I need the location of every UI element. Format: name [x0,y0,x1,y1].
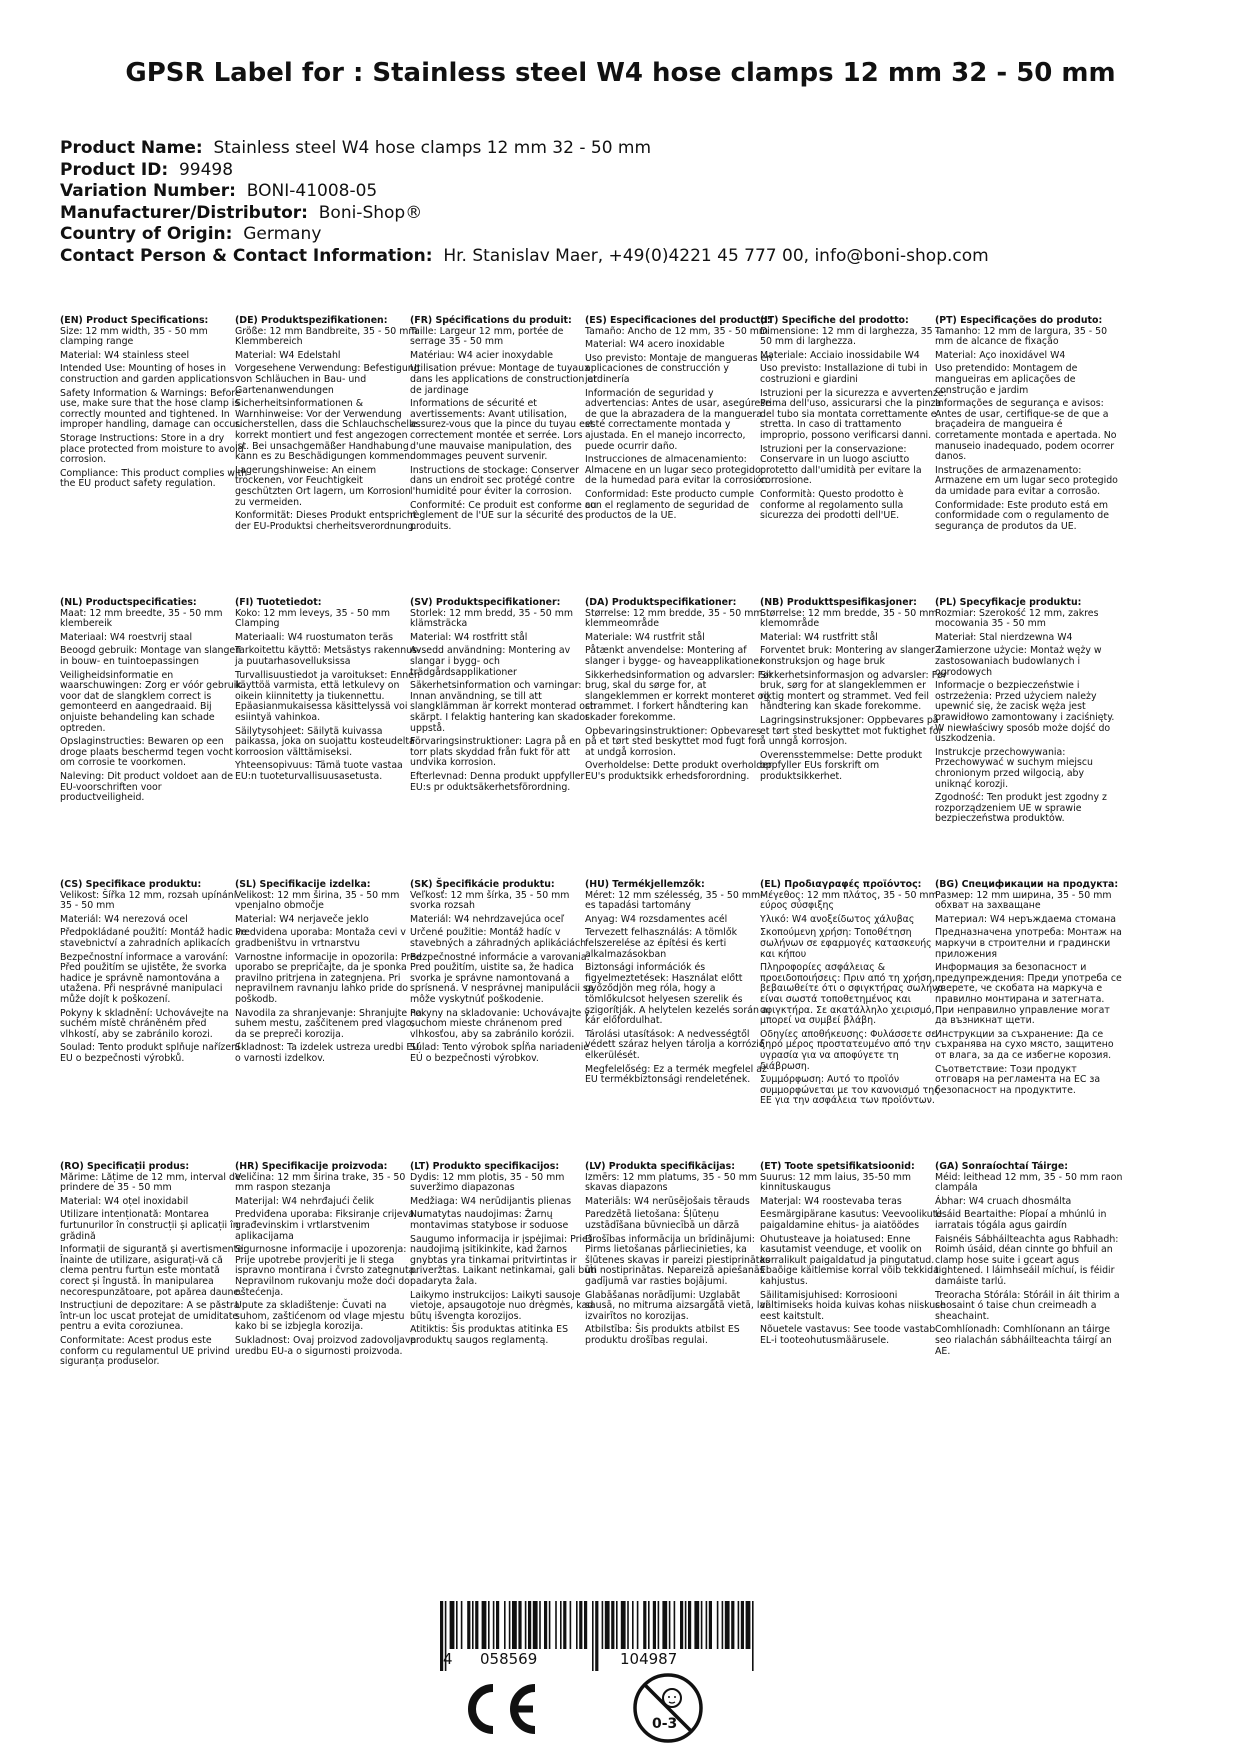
barcode-bar [725,1601,730,1649]
barcode-bar [544,1601,547,1649]
barcode-bar [738,1601,740,1649]
spec-paragraph: Efterlevnad: Denna produkt uppfyller EU:s pr oduktsäkerhetsförordning. [410,770,585,793]
spec-paragraph: Paredzētā lietošana: Šļūteņu uzstādīšana būvniecībā un dārzā [585,1209,740,1231]
spec-heading: (GA) Sonraíochtaí Táirge: [935,1161,1068,1172]
barcode-bar [611,1601,614,1649]
spec-block [235,880,423,1068]
spec-paragraph: Izmērs: 12 mm platums, 35 - 50 mm skavas diapazons [585,1171,757,1194]
spec-paragraph: Οδηγίες αποθήκευσης: Φυλάσσετε σε ξηρό μέρος προστατευμένο από την υγρασία για να αποφύγετε τη διάβρωση. [760,1028,937,1072]
spec-paragraph: Skladnost: Ta izdelek ustreza uredbi EU o varnosti izdelkov. [235,1042,420,1064]
spec-paragraph: Overensstemmelse: Dette produkt oppfyller EUs forskrift om produktsikkerhet. [760,749,923,782]
info-manufacturer: Manufacturer/Distributor: Boni-Shop® [60,202,423,223]
page-title: GPSR Label for : Stainless steel W4 hose clamps 12 mm 32 - 50 mm [125,58,1116,88]
spec-paragraph: Forventet bruk: Montering av slanger i konstruksjon og hage bruk [760,645,941,667]
spec-block [60,598,248,807]
spec-paragraph: Megfelelőség: Ez a termék megfelel az EU termékbiztonsági rendeletének. [585,1063,767,1086]
spec-paragraph: Instrukcje przechowywania: Przechowywać w suchym miejscu chronionym przed wilgocią, aby uniknąć korozji. [935,746,1093,790]
spec-paragraph: Materiaal: W4 roestvrij staal [60,631,193,643]
info-product-id: Product ID: 99498 [60,159,234,180]
spec-paragraph: Informações de segurança e avisos: Antes de usar, certifique-se de que a braçadeira de mangueira é corretamente montada e apertada. No manuseio inadequado, podem ocorrer danos. [935,398,1117,463]
spec-paragraph: Материал: W4 неръждаема стомана [935,913,1116,925]
spec-heading: (ES) Especificaciones del producto: [585,315,771,326]
spec-heading: (RO) Specificații produs: [60,1161,190,1172]
spec-paragraph: Utilisation prévue: Montage de tuyaux dans les applications de construction et de jardinage [410,363,597,396]
spec-paragraph: Sikkerhetsinformasjon og advarsler: Før bruk, sørg for at slangeklemmen er riktig montert og strammet. Ved feil håndtering kan skade forekomme. [760,669,947,713]
spec-heading: (SL) Specifikacije izdelka: [235,879,371,890]
spec-paragraph: Uso previsto: Montaje de mangueras en aplicaciones de construcción y jardinería [585,352,773,385]
spec-heading: (FR) Spécifications du produit: [410,315,572,326]
spec-block [935,598,1123,828]
spec-paragraph: Sikkerhedsinformation og advarsler: Før brug, skal du sørge for, at slangeklemmen er korrekt monteret og strammet. I forkert håndtering kan skader forekomme. [585,669,773,723]
spec-paragraph: Rozmiar: Szerokość 12 mm, zakres mocowania 35 - 50 mm [935,607,1099,630]
spec-heading: (HU) Termékjellemzők: [585,879,705,890]
spec-block [760,316,948,525]
barcode-bar [482,1601,487,1649]
barcode-bar [741,1601,744,1649]
spec-paragraph: Koko: 12 mm leveys, 35 - 50 mm Clamping [235,607,391,630]
spec-heading: (IT) Specifiche del prodotto: [760,315,909,326]
barcode-bar [637,1601,639,1649]
spec-paragraph: Faisnéis Sábháilteachta agus Rabhadh: Roimh úsáid, déan cinnte go bhfuil an clamp hose suite i gceart agus tightened. I láimhseáil míchuí, is féidir damáiste tarlú. [935,1233,1119,1287]
spec-paragraph: Materiál: W4 nehrdzavejúca oceľ [410,913,565,925]
barcode-bar [680,1601,683,1649]
spec-paragraph: Predviđena uporaba: Fiksiranje crijeva u građevinskim i vrtlarstvenim aplikacijama [235,1209,423,1242]
spec-paragraph: Anyag: W4 rozsdamentes acél [585,913,728,925]
spec-paragraph: Velikost: 12 mm širina, 35 - 50 mm vpenjalno območje [235,889,400,912]
barcode-bar [662,1601,667,1649]
spec-block [235,598,423,786]
barcode-bar [539,1601,541,1649]
info-variation-number: Variation Number: BONI-41008-05 [60,181,378,201]
barcode-bar [701,1601,703,1649]
spec-paragraph: Conformitate: Acest produs este conform cu regulamentul UE privind siguranța produselor. [60,1334,230,1368]
barcode-bar [731,1601,734,1649]
info-product-name: Product Name: Stainless steel W4 hose clamps 12 mm 32 - 50 mm [60,138,652,158]
barcode-bar [746,1601,751,1649]
barcode-bar [752,1601,754,1671]
spec-paragraph: Storlek: 12 mm bredd, 35 - 50 mm klämsträcka [410,607,573,630]
spec-paragraph: Suurus: 12 mm laius, 35-50 mm kinnituskaugus [760,1171,912,1194]
spec-paragraph: Opbevaringsinstruktioner: Opbevares på et tørt sted beskyttet mod fugt for at undgå korrosion. [585,725,762,758]
spec-paragraph: Storage Instructions: Store in a dry place protected from moisture to avoid corrosion. [60,432,244,466]
spec-paragraph: Materiāls: W4 nerūsējošais tērauds [585,1195,750,1207]
spec-paragraph: Yhteensopivuus: Tämä tuote vastaa EU:n tuoteturvallisuusasetusta. [235,760,403,782]
barcode-bar [643,1601,646,1649]
spec-paragraph: Atbilstība: Šis produkts atbilst ES produktu drošības regulai. [585,1324,740,1346]
spec-paragraph: Méid: leithead 12 mm, 35 - 50 mm raon clampála [935,1171,1123,1194]
spec-paragraph: Size: 12 mm width, 35 - 50 mm clamping range [60,325,208,348]
barcode-bar [688,1601,691,1649]
barcode-bar [576,1601,578,1649]
barcode-bar [669,1601,671,1649]
product-info [60,138,989,267]
barcode-bar [563,1601,566,1649]
spec-paragraph: Material: W4 rostfritt stål [410,631,528,643]
spec-paragraph: Informații de siguranță și avertismente: Înainte de utilizare, asigurați-vă că clema pentru furtun este montată corect și îngustă. În manipularea necorespunzătoare, pot apărea daune. [60,1244,247,1298]
spec-heading: (NB) Produkttspesifikasjoner: [760,597,917,608]
spec-paragraph: Zamierzone użycie: Montaż węży w zastosowaniach budowlanych i ogrodowych [935,645,1102,678]
barcode-bar [602,1601,604,1649]
spec-paragraph: Opslaginstructies: Bewaren op een droge plaats beschermd tegen vocht om corrosie te voorkomen. [60,736,233,769]
age-label: 0-3 [652,1716,678,1732]
spec-paragraph: Информация за безопасност и предупреждения: Преди употреба се уверете, че скобата на маркуча е правилно монтирана и затегната. При неправилно управление могат да възникнат щети. [935,962,1122,1027]
spec-paragraph: Safety Information & Warnings: Before use, make sure that the hose clamp is correctly mounted and tightened. In improper handling, damage can occur. [60,387,242,431]
spec-paragraph: Bezpečnostní informace a varování: Před použitím se ujistěte, že svorka hadice je správně namontována a utažena. Při nesprávné manipulaci může dojít k poškození. [60,951,229,1005]
spec-paragraph: Dimensione: 12 mm di larghezza, 35 - 50 mm di larghezza. [760,325,939,348]
spec-paragraph: Μέγεθος: 12 mm πλάτος, 35 - 50 mm εύρος σύσφιξης [760,889,938,912]
spec-heading: (SK) Špecifikácie produktu: [410,879,555,890]
spec-paragraph: Tárolási utasítások: A nedvességtől védett száraz helyen tárolja a korrózió elkerülését. [585,1028,765,1061]
spec-paragraph: Σκοπούμενη χρήση: Τοποθέτηση σωλήνων σε εφαρμογές κατασκευής και κήπου [760,927,932,960]
barcode-bar [472,1601,474,1649]
spec-paragraph: Mărime: Lățime de 12 mm, interval de prindere de 35 - 50 mm [60,1171,241,1194]
spec-paragraph: Comhlíonadh: Comhlíonann an táirge seo rialachán sábháilteachta táirgí an AE. [935,1324,1112,1357]
spec-block [410,598,598,796]
spec-paragraph: Größe: 12 mm Bandbreite, 35 - 50 mm Klemmbereich [235,325,418,348]
barcode-bar [709,1601,712,1649]
spec-block [760,880,948,1110]
barcode-bar [722,1601,724,1649]
spec-paragraph: Sicherheitsinformationen & Warnhinweise: Vor der Verwendung sicherstellen, dass die Schlauchschelle korrekt montiert und fest angezogen ist. Bei unsachgemäßer Handhabung kann es zu Beschädigungen kommen. [235,398,418,463]
spec-paragraph: Съответствие: Този продукт отговаря на регламента на ЕС за безопасност на продуктите. [935,1063,1101,1096]
spec-paragraph: Uso pretendido: Montagem de mangueiras em aplicações de construção e jardim [935,363,1078,396]
spec-paragraph: Material: W4 nerjaveče jeklo [235,913,369,925]
spec-paragraph: Velikost: Šířka 12 mm, rozsah upínání 35 - 50 mm [60,889,237,912]
spec-paragraph: Tamaño: Ancho de 12 mm, 35 - 50 mm [585,325,769,337]
spec-paragraph: Treoracha Stórála: Stóráil in áit thirim a chosaint ó taise chun creimeadh a sheachaint. [935,1289,1120,1322]
barcode-bar [518,1601,521,1649]
spec-block [585,1162,773,1350]
barcode-bar [694,1601,699,1649]
spec-paragraph: Materiale: W4 rustfrit stål [585,631,705,643]
spec-paragraph: Υλικό: W4 ανοξείδωτος χάλυβας [760,913,915,925]
spec-paragraph: Numatytas naudojimas: Žarnų montavimas statybose ir soduose [410,1209,569,1231]
spec-block [760,598,948,786]
spec-paragraph: Instruções de armazenamento: Armazene em um lugar seco protegido da umidade para evitar a corrosão. [935,464,1118,497]
spec-paragraph: Tamanho: 12 mm de largura, 35 - 50 mm de alcance de fixação [935,325,1108,348]
spec-paragraph: Veľkosť: 12 mm šírka, 35 - 50 mm svorka rozsah [410,889,570,912]
spec-paragraph: Taille: Largeur 12 mm, portée de serrage 35 - 50 mm [410,325,564,348]
barcode-bar [512,1601,517,1649]
barcode-bar [496,1601,499,1649]
spec-paragraph: Drošības informācija un brīdinājumi: Pirms lietošanas pārliecinieties, ka šļūtenes skavas ir pareizi piestiprinātas un nostiprinātas. Nepareizā apiešanās gadījumā var rasties bojājumi. [585,1233,771,1287]
spec-paragraph: Materiál: W4 nerezová ocel [60,913,188,925]
spec-paragraph: Tarkoitettu käyttö: Metsästys rakennus- ja puutarhasovelluksissa [235,645,421,667]
spec-heading: (LT) Produkto specifikacijos: [410,1161,560,1172]
spec-paragraph: Informacje o bezpieczeństwie i ostrzeżenia: Przed użyciem należy upewnić się, że zacisk węża jest prawidłowo zamontowany i zaciśnięty. W niewłaściwy sposób może dojść do uszkodzenia. [935,680,1115,745]
spec-paragraph: Laikymo instrukcijos: Laikyti sausoje vietoje, apsaugotoje nuo drėgmės, kad būtų išvengta korozijos. [410,1289,594,1322]
spec-paragraph: Conformità: Questo prodotto è conforme al regolamento sulla sicurezza dei prodotti dell'UE. [760,488,904,522]
spec-paragraph: Úsáid Beartaithe: Píopaí a mhúnlú in iarratais tógála agus gairdín [935,1209,1107,1231]
ce-mark-icon [457,1680,539,1738]
barcode-bar [488,1601,490,1649]
spec-paragraph: Varnostne informacije in opozorila: Pred uporabo se prepričajte, da je sponka pravilno pritrjena in zategnjena. Pri nepravilnem ravnanju lahko pride do poškodb. [235,951,422,1005]
spec-paragraph: Material: W4 Edelstahl [235,349,341,361]
spec-paragraph: Informations de sécurité et avertissements: Avant utilisation, assurez-vous que la pince du tuyau est correctement montée et serrée. Lors d'une mauvaise manipulation, des dommages peuvent survenir. [410,398,594,463]
barcode-bar [560,1601,562,1649]
spec-block [235,316,423,535]
barcode-bar [579,1601,582,1649]
spec-block [935,1162,1123,1360]
spec-paragraph: Instrucțiuni de depozitare: A se păstra într-un loc uscat protejat de umiditate pentru a evita coroziunea. [60,1300,240,1333]
barcode-bar [584,1601,587,1649]
spec-paragraph: Material: Aço inoxidável W4 [935,349,1066,361]
spec-block [410,1162,598,1350]
spec-heading: (NL) Productspecificaties: [60,597,197,608]
spec-heading: (SV) Produktspecifikationer: [410,597,561,608]
spec-paragraph: Istruzioni per la conservazione: Conservare in un luogo asciutto protetto dall'umidità per evitare la corrosione. [760,443,922,487]
spec-paragraph: Saugumo informacija ir įspėjimai: Prieš naudojimą įsitikinkite, kad žarnos gnybtas yra tinkamai pritvirtintas ir priveržtas. Laikant netinkamai, gali būti padaryta žala. [410,1233,597,1287]
spec-paragraph: Overholdelse: Dette produkt overholder EU's produktsikk erhedsforordning. [585,760,772,782]
barcode-bar [456,1601,458,1649]
barcode-bar [504,1601,506,1649]
spec-paragraph: Materiaali: W4 ruostumaton teräs [235,631,393,643]
spec-paragraph: Pokyny k skladnění: Uchovávejte na suchém místě chráněném před vlhkostí, aby se zabránilo korozi. [60,1007,229,1040]
spec-paragraph: Matériau: W4 acier inoxydable [410,349,553,361]
barcode-bar [570,1601,572,1649]
spec-paragraph: Bezpečnostné informácie a varovania: Pred použitím, uistite sa, že hadica svorka je správne namontovaná a sprísnená. V nesprávnej manipulácii sa môže vyskytnúť poškodenie. [410,951,594,1005]
barcode-digits-left: 058569 [480,1650,538,1668]
spec-paragraph: Materiał: Stal nierdzewna W4 [935,631,1073,643]
barcode-bar [653,1601,656,1649]
spec-heading: (LV) Produkta specifikācijas: [585,1161,735,1172]
spec-block [585,316,773,525]
barcode-bar [475,1601,478,1649]
spec-paragraph: Förvaringsinstruktioner: Lagra på en torr plats skyddad från fukt för att undvika korrosion. [410,736,581,769]
spec-block [935,316,1123,535]
spec-paragraph: Konformität: Dieses Produkt entspricht der EU-Produktsi cherheitsverordnung. [235,510,417,532]
spec-paragraph: Инструкции за съхранение: Да се съхранява на сухо място, защитено от влага, за да се избегне корозия. [935,1028,1114,1061]
spec-paragraph: Instrucciones de almacenamiento: Almacene en un lugar seco protegido de la humedad para evitar la corrosión. [585,454,771,487]
spec-paragraph: Размер: 12 mm ширина, 35 - 50 mm обхват на захващане [935,889,1112,912]
spec-heading: (EN) Product Specifications: [60,315,209,326]
spec-paragraph: Conformité: Ce produit est conforme au règlement de l'UE sur la sécurité des produits. [410,499,597,532]
barcode-bar [648,1601,650,1649]
spec-paragraph: Predvidena uporaba: Montaža cevi v gradbeništvu in vrtnarstvu [235,927,406,949]
spec-block [235,1162,423,1360]
spec-paragraph: Πληροφορίες ασφάλειας & προειδοποιήσεις: Πριν από τη χρήση, βεβαιωθείτε ότι ο σφιγκτήρας σωλήνα είναι σωστά τοποθετημένος και σφιγκτήρα. Σε ακατάλληλο χειρισμό, μπορεί να συμβεί βλάβη. [760,962,944,1027]
spec-paragraph: Soulad: Tento produkt splňuje nařízení EU o bezpečnosti výrobků. [60,1042,240,1064]
spec-block [935,880,1123,1099]
barcode-digit-first: 4 [443,1650,453,1668]
barcode-bar [533,1601,538,1649]
spec-paragraph: Upute za skladištenje: Čuvati na suhom, zaštićenom od vlage mjestu kako bi se izbjegla korozija. [235,1300,405,1333]
spec-paragraph: Dydis: 12 mm plotis, 35 - 50 mm suveržimo diapazonas [410,1171,565,1194]
spec-paragraph: Medžiaga: W4 nerūdijantis plienas [410,1195,572,1207]
not-for-children-0-3-icon [632,1672,704,1744]
barcode-bar [549,1601,551,1649]
spec-paragraph: Pokyny na skladovanie: Uchovávajte v suchom mieste chránenom pred vlhkosťou, aby sa zabránilo korózii. [410,1007,590,1040]
barcode-bar [685,1601,687,1649]
spec-paragraph: Súlad: Tento výrobok spĺňa nariadenie EÚ o bezpečnosti výrobkov. [410,1042,590,1064]
barcode-bar [632,1601,634,1649]
barcode-bar [595,1601,598,1671]
barcode-bar [592,1601,594,1671]
spec-block [410,880,598,1068]
spec-paragraph: Συμμόρφωση: Αυτό το προϊόν συμμορφώνεται με τον κανονισμό της ΕΕ για την ασφάλεια των προϊόντων. [760,1074,940,1107]
spec-paragraph: Ábhar: W4 cruach dhosmálta [935,1195,1072,1207]
spec-paragraph: Atitiktis: Šis produktas atitinka ES produktų saugos reglamentą. [410,1324,569,1346]
spec-paragraph: Sigurnosne informacije i upozorenja: Prije upotrebe provjeriti je li stega ispravno montirana i čvrsto zategnuta. Nepravilnom rukovanju može doći do oštećenja. [235,1244,418,1298]
info-country: Country of Origin: Germany [60,224,322,244]
barcode-bar [493,1601,495,1649]
spec-paragraph: Istruzioni per la sicurezza e avvertenze: Prima dell'uso, assicurarsi che la pinza del tubo sia montata correttamente e stretta. In caso di trattamento improprio, possono verificarsi danni. [760,387,947,441]
spec-paragraph: Intended Use: Mounting of hoses in construction and garden applications [60,363,235,385]
spec-paragraph: Предназначена употреба: Монтаж на маркучи в строителни и градински приложения [935,927,1122,960]
spec-paragraph: Určené použitie: Montáž hadíc v stavebných a záhradných aplikáciách [410,927,587,949]
spec-paragraph: Navodila za shranjevanje: Shranjujte na suhem mestu, zaščitenem pred vlago, da se prepreči korozija. [235,1007,422,1040]
spec-paragraph: Información de seguridad y advertencias: Antes de usar, asegúrese de que la abrazadera de la manguera esté correctamente montada y ajustada. En el manejo incorrecto, puede ocurrir daño. [585,387,771,452]
spec-paragraph: Uso previsto: Installazione di tubi in costruzioni e giardini [760,363,928,385]
barcode-bar [616,1601,618,1649]
spec-paragraph: Material: W4 stainless steel [60,349,190,361]
spec-paragraph: Størrelse: 12 mm bredde, 35 - 50 mm klemområde [760,607,938,630]
spec-block [585,598,773,786]
barcode-bar [555,1601,557,1649]
barcode-bar [467,1601,470,1649]
spec-paragraph: Beoogd gebruik: Montage van slangen in bouw- en tuintoepassingen [60,645,242,667]
spec-paragraph: Material: W4 oțel inoxidabil [60,1195,189,1207]
spec-paragraph: Předpokládané použití: Montáž hadic ve stavebnictví a zahradních aplikacích [60,927,248,949]
barcode-bar [525,1601,527,1649]
spec-paragraph: Zgodność: Ten produkt jest zgodny z rozporządzeniem UE w sprawie bezpieczeństwa produktów. [935,792,1107,825]
spec-heading: (HR) Specifikacije proizvoda: [235,1161,388,1172]
spec-heading: (BG) Спецификации на продукта: [935,879,1119,890]
spec-block [585,880,773,1089]
spec-paragraph: Materiale: Acciaio inossidabile W4 [760,349,920,361]
barcode-bar [528,1601,531,1649]
spec-heading: (DE) Produktspezifikationen: [235,315,388,326]
spec-paragraph: Säilitamisjuhised: Korrosiooni vältimiseks hoida kuivas kohas niiskuse eest kaitstult. [760,1289,946,1322]
barcode-bar [706,1601,708,1649]
spec-paragraph: Turvallisuustiedot ja varoitukset: Ennen käyttöä varmista, että letkulevy on oikein kiinnitetty ja tiukennettu. Epäasianmukaisessa käsittelyssä voi esiintyä vahinkoa. [235,669,420,723]
spec-paragraph: Sukladnost: Ovaj proizvod zadovoljava uredbu EU-a o sigurnosti proizvoda. [235,1334,417,1357]
spec-paragraph: Glabāšanas norādījumi: Uzglabāt sausā, no mitruma aizsargātā vietā, lai izvairītos no korozijas. [585,1289,768,1322]
spec-paragraph: Naleving: Dit product voldoet aan de EU-voorschriften voor productveiligheid. [60,770,233,804]
spec-paragraph: Conformidade: Este produto está em conformidade com o regulamento de segurança de produtos da UE. [935,499,1110,532]
spec-heading: (DA) Produktspecifikationer: [585,597,737,608]
barcode-bar [717,1601,719,1649]
spec-block [410,316,598,535]
spec-heading: (PT) Especificações do produto: [935,315,1103,326]
barcode-bar [658,1601,660,1649]
spec-paragraph: Materijal: W4 nehrđajući čelik [235,1195,375,1207]
spec-paragraph: Størrelse: 12 mm bredde, 35 - 50 mm klemmeområde [585,607,763,630]
spec-paragraph: Instructions de stockage: Conserver dans un endroit sec protégé contre l'humidité pour éviter la corrosion. [410,464,579,497]
info-contact: Contact Person & Contact Information: Hr. Stanislav Maer, +49(0)4221 45 777 00, info@boni-shop.com [60,245,989,266]
spec-paragraph: Material: W4 rustfritt stål [760,631,878,643]
spec-paragraph: Ohutusteave ja hoiatused: Enne kasutamist veenduge, et voolik on korralikult paigaldatud ja pingutatud. Ebaõige käitlemise korral võib tekkida kahjustus. [760,1233,939,1287]
spec-block [60,880,248,1068]
spec-paragraph: Nõuetele vastavus: See toode vastab EL-i tooteohutusmäärusele. [760,1324,936,1346]
spec-block [760,1162,948,1350]
spec-paragraph: Avsedd användning: Montering av slangar i bygg- och trädgårdsapplikationer [410,645,571,678]
spec-paragraph: Säkerhetsinformation och varningar: Innan användning, se till att slangklämman är korrekt monterad och skärpt. I felaktig hantering kan skador uppstå. [410,680,597,734]
spec-paragraph: Méret: 12 mm szélesség, 35 - 50 mm-es tapadási tartomány [585,889,764,912]
spec-paragraph: Påtænkt anvendelse: Montering af slanger i bygge- og haveapplikationer [585,645,763,667]
barcode-digits-right: 104987 [620,1650,678,1668]
barcode-bar [509,1601,511,1649]
spec-paragraph: Compliance: This product complies with the EU product safety regulation. [60,467,248,490]
spec-paragraph: Veličina: 12 mm širina trake, 35 - 50 mm raspon stezanja [235,1171,406,1194]
spec-paragraph: Material: W4 acero inoxidable [585,339,725,351]
spec-heading: (EL) Προδιαγραφές προϊόντος: [760,879,922,890]
spec-paragraph: Maat: 12 mm breedte, 35 - 50 mm klembereik [60,607,223,630]
spec-heading: (ET) Toote spetsifikatsioonid: [760,1161,915,1172]
barcode-bar [461,1601,463,1649]
spec-paragraph: Säilytysohjeet: Säilytä kuivassa paikassa, joka on suojattu kosteudelta korroosion välttämiseksi. [235,725,415,758]
spec-paragraph: Tervezett felhasználás: A tömlők felszerelése az építési és kerti alkalmazásokban [585,927,738,960]
barcode-bar [621,1601,626,1649]
barcode-bar [605,1601,610,1649]
spec-heading: (FI) Tuotetiedot: [235,597,322,608]
spec-paragraph: Vorgesehene Verwendung: Befestigung von Schläuchen in Bau- und Gartenanwendungen [235,363,420,396]
spec-heading: (PL) Specyfikacje produktu: [935,597,1082,608]
barcode-bar [627,1601,629,1649]
spec-paragraph: Veiligheidsinformatie en waarschuwingen: Zorg er vóór gebruik voor dat de slangklem correct is gemonteerd en aangedraaid. Bij onjuiste behandeling kan schade optreden. [60,669,242,734]
spec-paragraph: Eesmärgipärane kasutus: Veevoolikute paigaldamine ehitus- ja aiatöödes [760,1209,943,1231]
spec-paragraph: Lagerungshinweise: An einem trockenen, vor Feuchtigkeit geschützten Ort lagern, um Korrosion zu vermeiden. [235,464,411,508]
spec-paragraph: Biztonsági információk és figyelmeztetések: Használat előtt győződjön meg róla, hogy a tömlőkulcsot helyesen szerelik és szigorítják. A helytelen kezelés során a kár előfordulhat. [585,962,768,1027]
spec-heading: (CS) Specifikace produktu: [60,879,202,890]
spec-paragraph: Utilizare intenționată: Montarea furtunurilor în construcții și aplicații în grădină [60,1209,239,1242]
barcode-bar [674,1601,676,1649]
spec-paragraph: Lagringsinstruksjoner: Oppbevares på et tørt sted beskyttet mot fuktighet for å unngå korrosjon. [760,714,943,748]
spec-block [60,1162,248,1371]
spec-block [60,316,248,493]
spec-paragraph: Materjal: W4 roostevaba teras [760,1195,902,1207]
barcode-bar [450,1601,455,1649]
spec-paragraph: Conformidad: Este producto cumple con el reglamento de seguridad de productos de la UE. [585,488,755,522]
